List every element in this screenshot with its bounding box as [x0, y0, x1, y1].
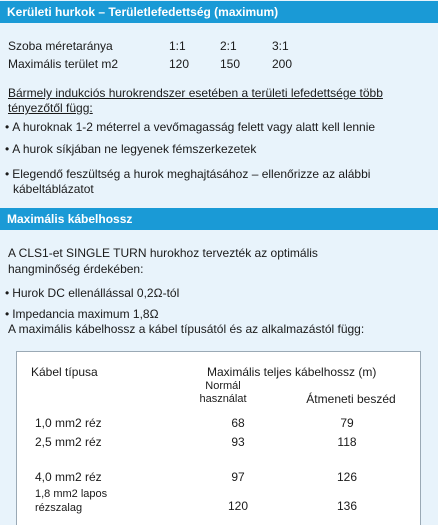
- max-area-label: Maximális terület m2: [8, 57, 119, 71]
- row-1-type: 1,0 mm2 réz: [35, 416, 102, 430]
- col-header-normal-line2: használat: [199, 393, 247, 405]
- cable-length-table: [16, 351, 421, 525]
- row-4-normal: 120: [227, 499, 249, 513]
- ratio-2: 2:1: [220, 39, 237, 53]
- cable-bullet-1: • Hurok DC ellenállással 0,2Ω-tól: [5, 286, 179, 300]
- row-1-normal: 68: [231, 416, 245, 430]
- section-header-coverage: Kerületi hurkok – Területlefedettség (maximum): [0, 1, 438, 23]
- row-2-normal: 93: [231, 435, 245, 449]
- coverage-bullet-3-cont: kábeltáblázatot: [13, 182, 94, 196]
- area-3: 200: [272, 57, 293, 71]
- coverage-intro-line1: Bármely indukciós hurokrendszer esetében a területi lefedettsége több: [8, 86, 383, 100]
- cable-intro-line1: A CLS1-et SINGLE TURN hurokhoz tervezték az optimális: [8, 246, 318, 260]
- area-1: 120: [169, 57, 190, 71]
- room-ratio-label: Szoba méretaránya: [8, 39, 113, 53]
- coverage-bullet-3: • Elegendő feszültség a hurok meghajtásához – ellenőrizze az alábbi: [5, 167, 370, 181]
- row-4-transient: 136: [336, 499, 358, 513]
- area-2: 150: [220, 57, 241, 71]
- row-4-type-line2: rézszalag: [35, 502, 83, 514]
- row-3-type: 4,0 mm2 réz: [35, 470, 102, 484]
- coverage-bullet-1: • A huroknak 1-2 méterrel a vevőmagasság felett vagy alatt kell lennie: [5, 120, 375, 134]
- row-3-transient: 126: [336, 470, 358, 484]
- row-4-type-line1: 1,8 mm2 lapos: [35, 488, 108, 500]
- ratio-3: 3:1: [272, 39, 289, 53]
- col-header-normal-line1: Normál: [205, 380, 241, 392]
- cable-outro: A maximális kábelhossz a kábel típusától és az alkalmazástól függ:: [8, 322, 365, 336]
- section-header-cable-length: Maximális kábelhossz: [0, 208, 438, 230]
- col-header-type: Kábel típusa: [31, 365, 98, 379]
- row-3-normal: 97: [231, 470, 245, 484]
- row-2-type: 2,5 mm2 réz: [35, 435, 102, 449]
- ratio-1: 1:1: [169, 39, 186, 53]
- coverage-bullet-2: • A hurok síkjában ne legyenek fémszerkezetek: [5, 142, 256, 156]
- col-header-transient: Átmeneti beszéd: [306, 392, 396, 406]
- col-header-max-length: Maximális teljes kábelhossz (m): [207, 365, 377, 379]
- row-1-transient: 79: [340, 416, 354, 430]
- coverage-intro-line2: tényezőtől függ:: [8, 101, 93, 115]
- cable-intro-line2: hangminőség érdekében:: [8, 262, 144, 276]
- row-2-transient: 118: [337, 435, 357, 449]
- cable-bullet-2: • Impedancia maximum 1,8Ω: [5, 307, 159, 321]
